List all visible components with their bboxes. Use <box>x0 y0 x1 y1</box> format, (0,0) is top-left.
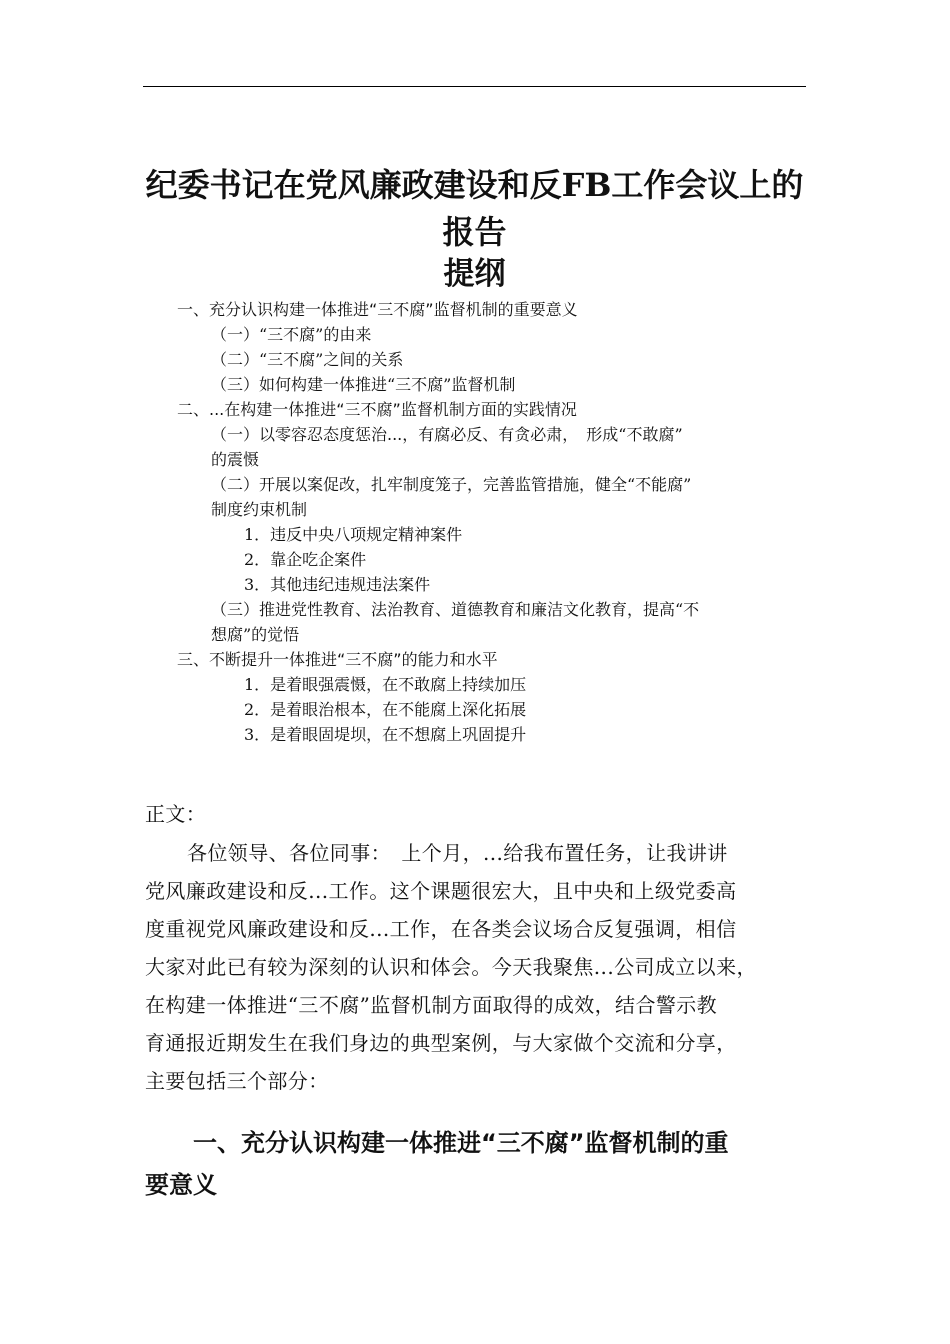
outline-item: 三、不断提升一体推进“三不腐”的能力和水平 <box>177 650 498 669</box>
body-paragraph-line: 育通报近期发生在我们身边的典型案例，与大家做个交流和分享， <box>145 1031 737 1055</box>
title-line-3: 提纲 <box>443 256 506 292</box>
body-paragraph-line: 主要包括三个部分： <box>145 1069 329 1093</box>
outline-item: 1．违反中央八项规定精神案件 <box>244 525 463 544</box>
outline-item: （一）以零容忍态度惩治...，有腐必反、有贪必肃， 形成“不敢腐” <box>211 425 683 444</box>
outline-item: （一）“三不腐”的由来 <box>211 325 372 344</box>
outline-item: 1．是着眼强震慑，在不敢腐上持续加压 <box>244 675 527 694</box>
title-line-2: 报告 <box>442 213 507 251</box>
title-line-1: 纪委书记在党风廉政建设和反FB工作会议上的 <box>145 166 804 204</box>
outline-item: 2．是着眼治根本，在不能腐上深化拓展 <box>244 700 527 719</box>
outline-item: （二）开展以案促改，扎牢制度笼子，完善监管措施，健全“不能腐” <box>211 475 692 494</box>
outline-item: 2．靠企吃企案件 <box>244 550 367 569</box>
body-paragraph-line: 度重视党风廉政建设和反...工作，在各类会议场合反复强调，相信 <box>145 917 737 941</box>
body-paragraph-line: 各位领导、各位同事： 上个月，...给我布置任务，让我讲讲 <box>187 841 728 865</box>
body-paragraph-line: 党风廉政建设和反...工作。这个课题很宏大，且中央和上级党委高 <box>145 879 737 903</box>
outline-item: 3．是着眼固堤坝，在不想腐上巩固提升 <box>244 725 527 744</box>
outline-item: 制度约束机制 <box>211 500 308 519</box>
outline-item: 3．其他违纪违规违法案件 <box>244 575 431 594</box>
outline-item: （二）“三不腐”之间的关系 <box>211 350 404 369</box>
body-label: 正文： <box>145 802 207 826</box>
body-paragraph-line: 在构建一体推进“三不腐”监督机制方面取得的成效，结合警示教 <box>145 993 718 1017</box>
outline-item: （三）推进党性教育、法治教育、道德教育和廉洁文化教育，提高“不 <box>211 600 700 619</box>
section-heading-line-1: 一、充分认识构建一体推进“三不腐”监督机制的重 <box>193 1129 729 1157</box>
outline-item: （三）如何构建一体推进“三不腐”监督机制 <box>211 375 516 394</box>
body-paragraph-line: 大家对此已有较为深刻的认识和体会。今天我聚焦...公司成立以来， <box>145 955 757 979</box>
outline-item: 的震慑 <box>211 450 260 469</box>
outline-item: 二、...在构建一体推进“三不腐”监督机制方面的实践情况 <box>177 400 577 419</box>
header-rule <box>143 86 806 87</box>
section-heading-line-2: 要意义 <box>145 1171 217 1199</box>
outline-item: 想腐”的觉悟 <box>211 625 300 644</box>
outline-item: 一、充分认识构建一体推进“三不腐”监督机制的重要意义 <box>177 300 578 319</box>
